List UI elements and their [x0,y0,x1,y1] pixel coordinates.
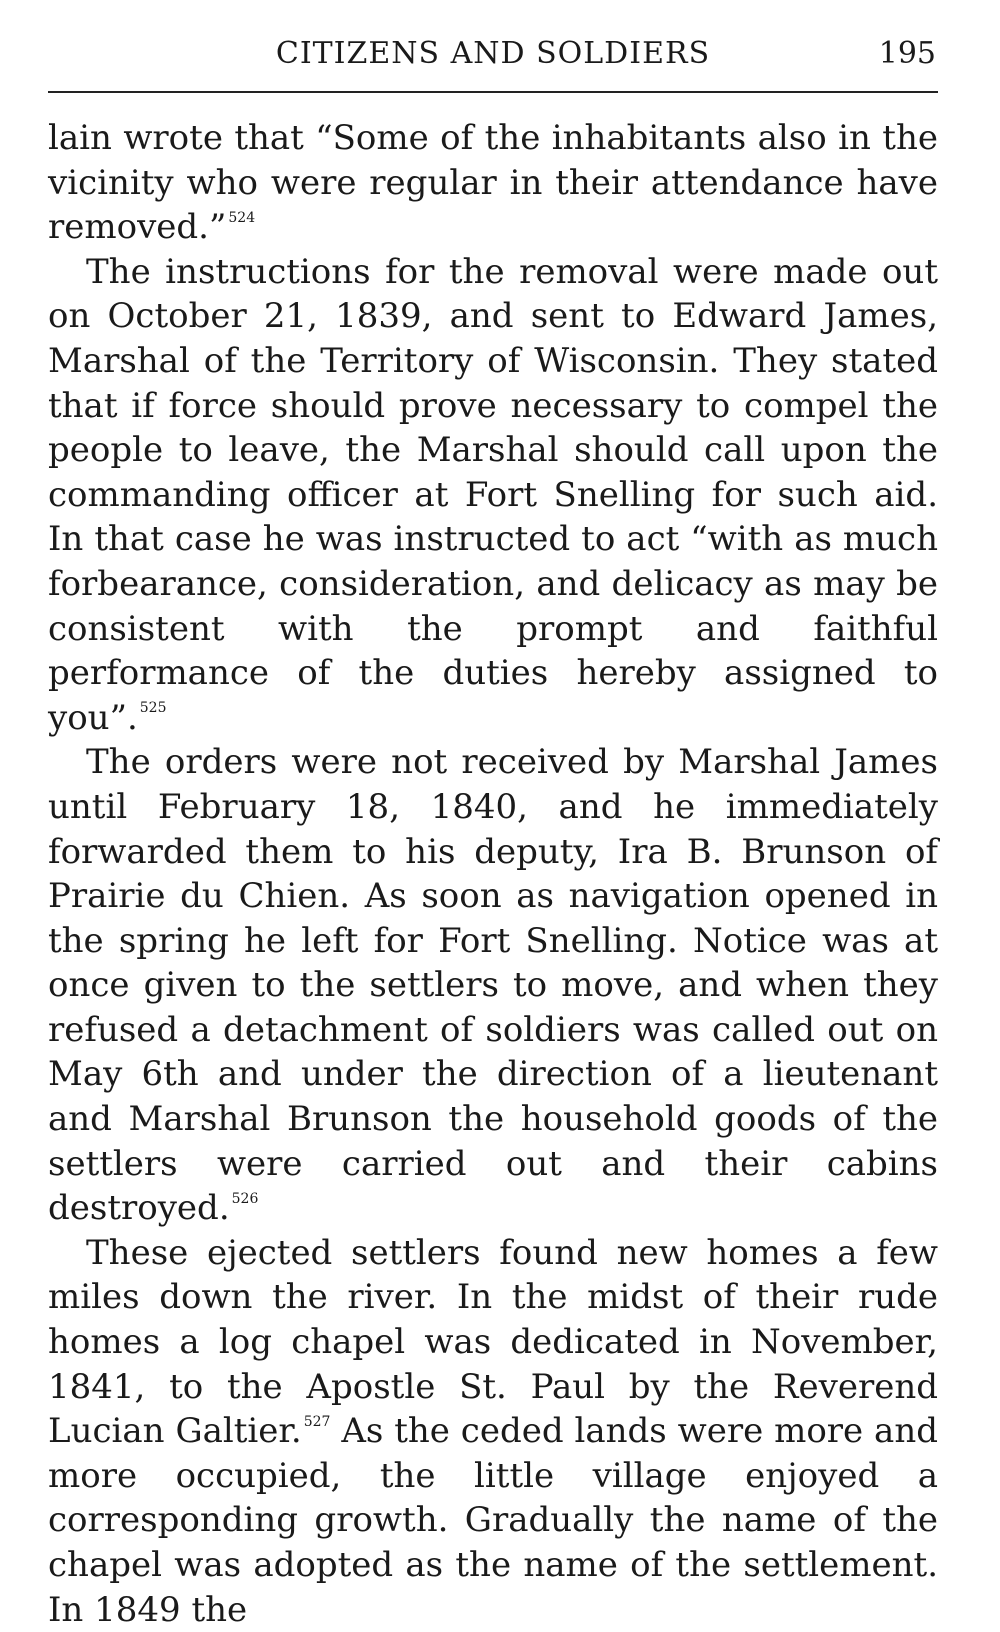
footnote-ref-526: 526 [231,1190,259,1207]
running-title: CITIZENS AND SOLDIERS [275,36,711,71]
paragraph-2-text: The instructions for the removal were made out on October 21, 1839, and sent to Edward James, Marshal of the Territory of Wisconsin. They stated that if force should prove necessary to compel the people to leave, the Marshal should call upon the commanding officer at Fort Snelling for such aid. In that case he was instructed to act “with as much forbearance, consideration, and delicacy as may be consistent with the prompt and faithful performance of the duties hereby assigned to you”. [48,251,938,738]
paragraph-4 [48,1231,938,1632]
page-number: 195 [878,36,936,71]
paragraph-2 [48,250,938,741]
footnote-ref-524: 524 [228,209,256,226]
paragraph-4-text-b: As the ceded lands were more and more occupied, the little village enjoyed a corresponding growth. Gradually the name of the chapel was adopted as the name of the settlement. In 1849 the [48,1411,938,1630]
running-head [48,28,938,84]
paragraph-4-text-a: These ejected settlers found new homes a few miles down the river. In the midst of their rude homes a log chapel was dedicated in November, 1841, to the Apostle St. Paul by the Reverend Lucian Galtier. [48,1232,938,1452]
paragraph-1 [48,116,938,250]
header-rule [48,91,938,93]
body-text [48,116,938,1632]
paragraph-3-text: The orders were not received by Marshal James until February 18, 1840, and he immediately forwarded them to his deputy, Ira B. Brunson of Prairie du Chien. As soon as navigation opened in the spring he left for Fort Snelling. Notice was at once given to the settlers to move, and when they refused a detachment of soldiers was called out on May 6th and under the direction of a lieutenant and Marshal Brunson the household goods of the settlers were carried out and their cabins destroyed. [48,742,938,1229]
book-page [48,28,938,1630]
footnote-ref-525: 525 [139,700,167,717]
paragraph-1-text: lain wrote that “Some of the inhabitants also in the vicinity who were regular in their attendance have removed.” [48,118,938,248]
paragraph-3 [48,740,938,1231]
footnote-ref-527: 527 [303,1413,331,1430]
